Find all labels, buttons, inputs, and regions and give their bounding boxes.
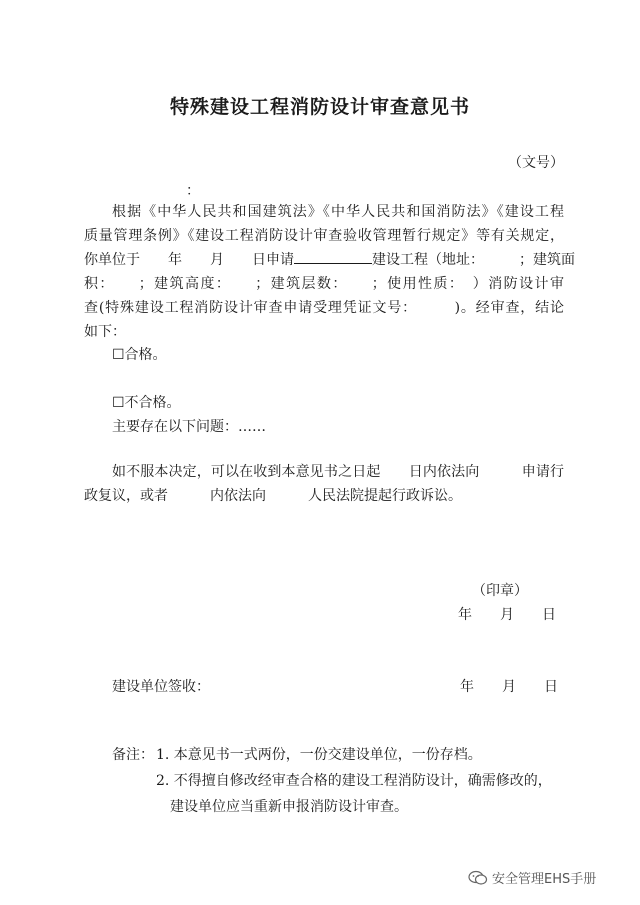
seal-placeholder: （印章） [472, 583, 528, 599]
body-line-application [84, 248, 575, 272]
watermark-text: 安全管理EHS手册 [492, 872, 597, 887]
watermark [468, 868, 596, 887]
appeal-paragraph [84, 460, 564, 508]
sign-date: 年 月 日 [460, 679, 558, 695]
note-item-continued: 建设单位应当重新申报消防设计审查。 [170, 799, 408, 815]
wechat-icon [468, 870, 488, 886]
document-title: 特殊建设工程消防设计审查意见书 [169, 96, 470, 118]
body-line: 根据《中华人民共和国建筑法》《中华人民共和国消防法》《建设工程 [112, 204, 564, 220]
addressee: ： [186, 183, 200, 199]
document-number: （文号） [508, 155, 564, 171]
sign-label: 建设单位签收： [112, 679, 210, 695]
pass-option: ☐合格。 [112, 347, 167, 363]
body-line: 质量管理条例》《建设工程消防设计审查验收管理暂行规定》等有关规定， [84, 228, 564, 244]
fail-option: ☐不合格。 [112, 395, 181, 411]
note-item: 2. 不得擅自修改经审查合格的建设工程消防设计，确需修改的， [156, 773, 552, 789]
body-line: 查(特殊建设工程消防设计审查申请受理凭证文号： )。经审查，结论 [84, 300, 564, 316]
note-item: 1. 本意见书一式两份，一份交建设单位，一份存档。 [156, 747, 482, 763]
project-name-blank [294, 249, 372, 264]
body-line: 如下： [84, 324, 126, 340]
body-paragraph [84, 200, 575, 344]
application-date-text: 你单位于 年 月 日申请 [84, 252, 294, 268]
notes-label: 备注： [112, 747, 154, 763]
issue-date: 年 月 日 [458, 607, 556, 623]
body-line: 积： ；建筑高度： ；建筑层数： ；使用性质： ）消防设计审 [84, 276, 564, 292]
issues-line: 主要存在以下问题：…… [112, 419, 266, 435]
appeal-line: 如不服本决定，可以在收到本意见书之日起 日内依法向 申请行 [112, 464, 564, 480]
project-address-text: 建设工程（地址： ；建筑面 [372, 252, 575, 268]
appeal-line: 政复议，或者 内依法向 人民法院提起行政诉讼。 [84, 488, 462, 504]
